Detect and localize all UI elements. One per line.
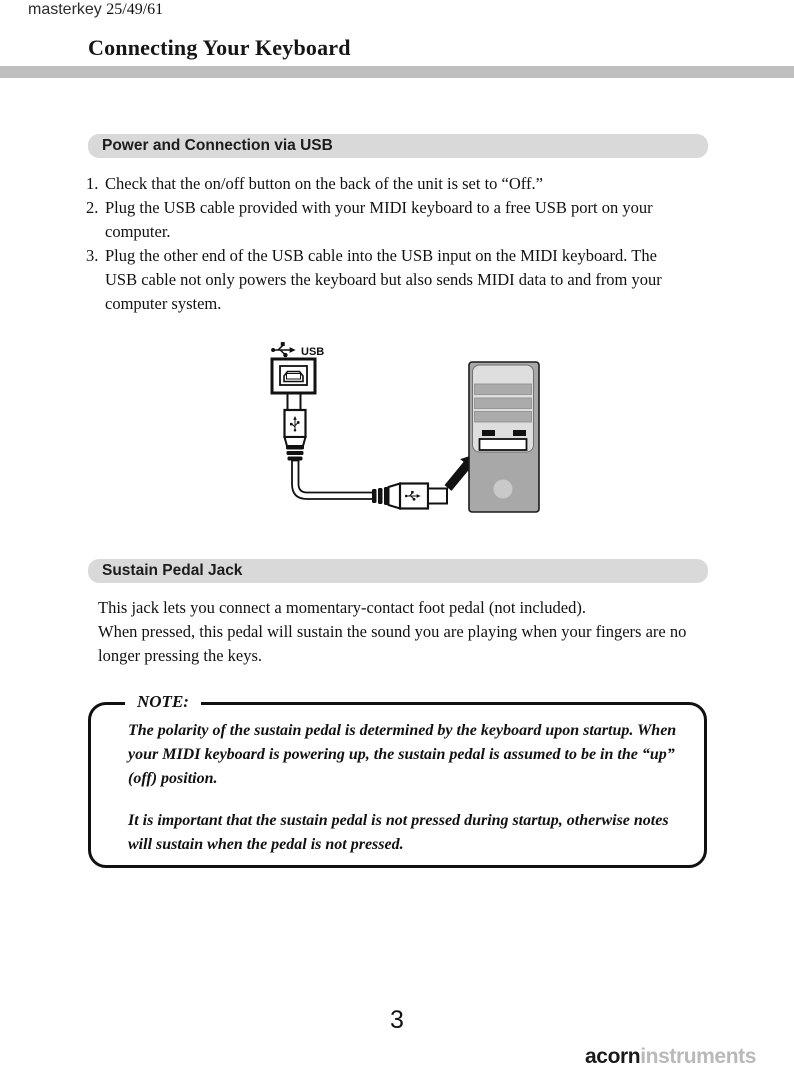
section-heading-sustain-pedal: Sustain Pedal Jack <box>88 559 708 583</box>
note-paragraph-1: The polarity of the sustain pedal is determined by the keyboard upon startup. When your MIDI keyboard is powering up, the sustain pedal is assumed to be in the “up” (off) position. <box>128 722 677 787</box>
usb-steps-list <box>88 172 688 316</box>
usb-type-a-connector <box>372 484 447 509</box>
masthead-models: 25/49/61 <box>106 1 164 18</box>
brand-secondary: instruments <box>640 1045 756 1068</box>
usb-step-2: Plug the USB cable provided with your MIDI keyboard to a free USB port on your computer. <box>105 198 653 241</box>
brand-primary: acorn <box>585 1045 641 1068</box>
usb-cable <box>292 461 374 500</box>
brand-logo <box>585 1045 756 1069</box>
usb-trident-icon <box>271 342 296 357</box>
masthead <box>28 1 163 19</box>
page-title: Connecting Your Keyboard <box>88 35 351 60</box>
note-box <box>88 692 707 868</box>
masthead-product: masterkey <box>28 1 102 18</box>
usb-connection-diagram <box>250 332 560 522</box>
title-rule-bar <box>0 66 794 78</box>
usb-label: USB <box>301 346 325 358</box>
section-heading-power-usb: Power and Connection via USB <box>88 134 708 158</box>
sustain-pedal-text <box>98 596 698 668</box>
usb-step-3: Plug the other end of the USB cable into the USB input on the MIDI keyboard. The USB cable not only powers the keyboard but also sends MIDI data to and from your computer system. <box>105 246 662 313</box>
usb-step-1: Check that the on/off button on the back of the unit is set to “Off.” <box>105 174 543 193</box>
sustain-pedal-line-2: When pressed, this pedal will sustain the sound you are playing when your fingers are no longer pressing the keys. <box>98 622 687 665</box>
note-label: NOTE: <box>125 692 201 712</box>
power-button <box>494 480 513 499</box>
note-paragraph-2: It is important that the sustain pedal is not pressed during startup, otherwise notes will sustain when the pedal is not pressed. <box>128 812 669 853</box>
sustain-pedal-line-1: This jack lets you connect a momentary-contact foot pedal (not included). <box>98 598 586 617</box>
page-number: 3 <box>390 1006 404 1034</box>
usb-type-b-connector <box>272 359 315 461</box>
computer-tower <box>469 362 539 512</box>
